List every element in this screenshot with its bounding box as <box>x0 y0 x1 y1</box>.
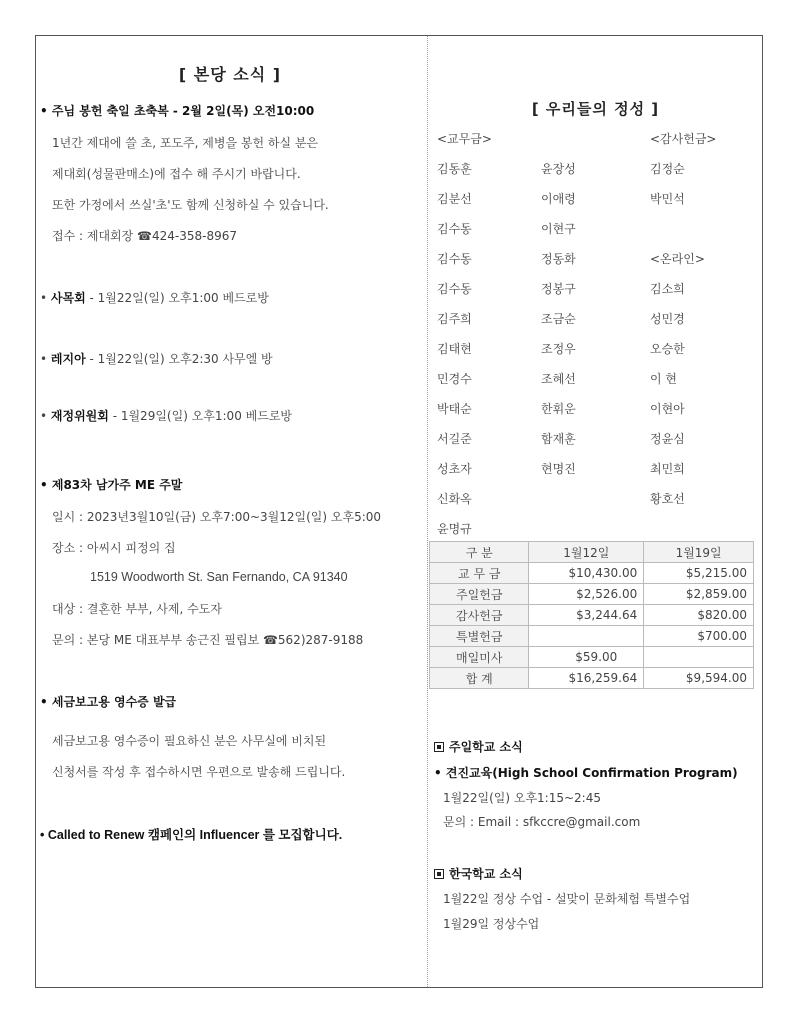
feast-line-4: 접수 : 제대회장 ☎424-358-8967 <box>52 229 237 243</box>
row-label: 감사헌금 <box>430 605 529 626</box>
meeting-finance-label: 재정위원회 <box>50 409 109 423</box>
renew-notice-text: Called to Renew 캠페인의 Influencer 를 모집합니다. <box>47 828 343 842</box>
feast-heading: • 주님 봉헌 축일 초축복 - 2월 2일(목) 오전10:00 <box>40 104 315 118</box>
row-value-jan19: $700.00 <box>644 626 754 647</box>
row-value-jan12: $10,430.00 <box>529 563 644 584</box>
donor-name: 정동화 <box>541 252 576 266</box>
meeting-finance: • 재정위원회 - 1월29일(일) 오후1:00 베드로방 <box>40 409 293 423</box>
donor-name: 김정순 <box>650 162 685 176</box>
online-header: <온라인> <box>650 252 705 266</box>
me-target: 대상 : 결혼한 부부, 사제, 수도자 <box>52 602 222 616</box>
feast-line-1: 1년간 제대에 쓸 초, 포도주, 제병을 봉헌 하실 분은 <box>52 136 319 150</box>
meeting-pastoral-text: - 1월22일(일) 오후1:00 베드로방 <box>85 291 269 305</box>
korean-school-line-1: 1월22일 정상 수업 - 설맞이 문화체험 특별수업 <box>443 892 691 906</box>
table-row <box>430 584 754 605</box>
donor-name: 조혜선 <box>541 372 576 386</box>
table-row <box>430 605 754 626</box>
donor-name: 함재훈 <box>541 432 576 446</box>
confirmation-contact: 문의 : Email : sfkccre@gmail.com <box>443 815 641 829</box>
meeting-legio-label: 레지아 <box>50 352 86 366</box>
donor-name: 김동훈 <box>437 162 472 176</box>
row-value-jan12: $59.00 <box>529 647 644 668</box>
row-value-jan19: $2,859.00 <box>644 584 754 605</box>
row-label: 합 계 <box>430 668 529 689</box>
donor-name: 김소희 <box>650 282 685 296</box>
donor-name: 김분선 <box>437 192 472 206</box>
table-row <box>430 668 754 689</box>
korean-school-heading-text: 한국학교 소식 <box>449 867 523 881</box>
confirmation-item-text: 견진교육(High School Confirmation Program) <box>445 766 738 780</box>
confirmation-item: • 견진교육(High School Confirmation Program) <box>434 766 738 780</box>
square-bullet-icon <box>434 869 444 879</box>
donor-name: 민경수 <box>437 372 472 386</box>
row-value-jan12: $3,244.64 <box>529 605 644 626</box>
row-value-jan12 <box>529 626 644 647</box>
row-label: 매일미사 <box>430 647 529 668</box>
korean-school-heading <box>434 865 523 882</box>
renew-notice: • Called to Renew 캠페인의 Influencer 를 모집합니다. <box>40 828 343 842</box>
meeting-pastoral-label: 사목회 <box>50 291 86 305</box>
donor-name: 오승한 <box>650 342 685 356</box>
donor-name: 박민석 <box>650 192 685 206</box>
table-header-row <box>430 542 754 563</box>
me-place: 장소 : 아씨시 피정의 집 <box>52 541 176 555</box>
me-heading: • 제83차 남가주 ME 주말 <box>40 478 183 492</box>
donor-name: 이현아 <box>650 402 685 416</box>
korean-school-line-2: 1월29일 정상수업 <box>443 917 540 931</box>
tax-heading: • 세금보고용 영수증 발급 <box>40 695 177 709</box>
donor-name: 이 현 <box>650 372 677 386</box>
feast-line-3: 또한 가정에서 쓰실'초'도 함께 신청하실 수 있습니다. <box>52 198 329 212</box>
row-value-jan12: $16,259.64 <box>529 668 644 689</box>
tax-line-1: 세금보고용 영수증이 필요하신 분은 사무실에 비치된 <box>52 734 327 748</box>
table-header-jan19: 1월19일 <box>644 542 754 563</box>
me-date: 일시 : 2023년3월10일(금) 오후7:00~3월12일(일) 오후5:00 <box>52 510 382 524</box>
row-label: 주일헌금 <box>430 584 529 605</box>
row-value-jan12: $2,526.00 <box>529 584 644 605</box>
meeting-legio: • 레지아 - 1월22일(일) 오후2:30 사무엘 방 <box>40 352 273 366</box>
donor-name: 현명진 <box>541 462 576 476</box>
donor-name: 최민희 <box>650 462 685 476</box>
donor-name: 윤명규 <box>437 522 472 536</box>
row-value-jan19: $5,215.00 <box>644 563 754 584</box>
donor-name: 김수동 <box>437 282 472 296</box>
donor-name: 신화옥 <box>437 492 472 506</box>
donor-name: 김주희 <box>437 312 472 326</box>
row-label: 특별헌금 <box>430 626 529 647</box>
parish-news-title: [ 본당 소식 ] <box>178 65 282 84</box>
donor-name: 이현구 <box>541 222 576 236</box>
row-value-jan19: $820.00 <box>644 605 754 626</box>
row-label: 교 무 금 <box>430 563 529 584</box>
donor-name: 박태순 <box>437 402 472 416</box>
confirmation-time: 1월22일(일) 오후1:15~2:45 <box>443 791 601 805</box>
me-address: 1519 Woodworth St. San Fernando, CA 91340 <box>90 570 348 584</box>
donor-name: 성민경 <box>650 312 685 326</box>
donor-name: 조정우 <box>541 342 576 356</box>
column-divider <box>427 36 428 987</box>
table-row <box>430 626 754 647</box>
meeting-legio-text: - 1월22일(일) 오후2:30 사무엘 방 <box>85 352 273 366</box>
row-value-jan19: $9,594.00 <box>644 668 754 689</box>
donor-name: 김수동 <box>437 252 472 266</box>
table-header-category: 구 분 <box>430 542 529 563</box>
table-row <box>430 647 754 668</box>
feast-heading-text: 주님 봉헌 축일 초축복 - 2월 2일(목) 오전10:00 <box>51 104 315 118</box>
square-bullet-icon <box>434 742 444 752</box>
feast-line-2: 제대회(성물판매소)에 접수 해 주시기 바랍니다. <box>52 167 301 181</box>
donor-name: 윤장성 <box>541 162 576 176</box>
tax-heading-text: 세금보고용 영수증 발급 <box>51 695 177 709</box>
donor-name: 조금순 <box>541 312 576 326</box>
me-contact: 문의 : 본당 ME 대표부부 송근진 필립보 ☎562)287-9188 <box>52 633 364 647</box>
row-value-jan19 <box>644 647 754 668</box>
donor-name: 정윤심 <box>650 432 685 446</box>
me-heading-text: 제83차 남가주 ME 주말 <box>51 478 183 492</box>
tithe-header: <교무금> <box>437 132 492 146</box>
donor-name: 한휘운 <box>541 402 576 416</box>
sunday-school-heading-text: 주일학교 소식 <box>449 740 523 754</box>
donor-name: 성초자 <box>437 462 472 476</box>
donor-name: 이애령 <box>541 192 576 206</box>
offerings-table <box>429 541 754 689</box>
donor-name: 서길준 <box>437 432 472 446</box>
meeting-finance-text: - 1월29일(일) 오후1:00 베드로방 <box>108 409 293 423</box>
thanks-offering-header: <감사헌금> <box>650 132 717 146</box>
meeting-pastoral-council: • 사목회 - 1월22일(일) 오후1:00 베드로방 <box>40 291 269 305</box>
donor-name: 김수동 <box>437 222 472 236</box>
donor-name: 김태현 <box>437 342 472 356</box>
donor-name: 정봉구 <box>541 282 576 296</box>
offerings-title: [ 우리들의 정성 ] <box>531 100 660 118</box>
sunday-school-heading <box>434 738 523 755</box>
table-row <box>430 563 754 584</box>
tax-line-2: 신청서를 작성 후 접수하시면 우편으로 발송해 드립니다. <box>52 765 346 779</box>
donor-name: 황호선 <box>650 492 685 506</box>
table-header-jan12: 1월12일 <box>529 542 644 563</box>
